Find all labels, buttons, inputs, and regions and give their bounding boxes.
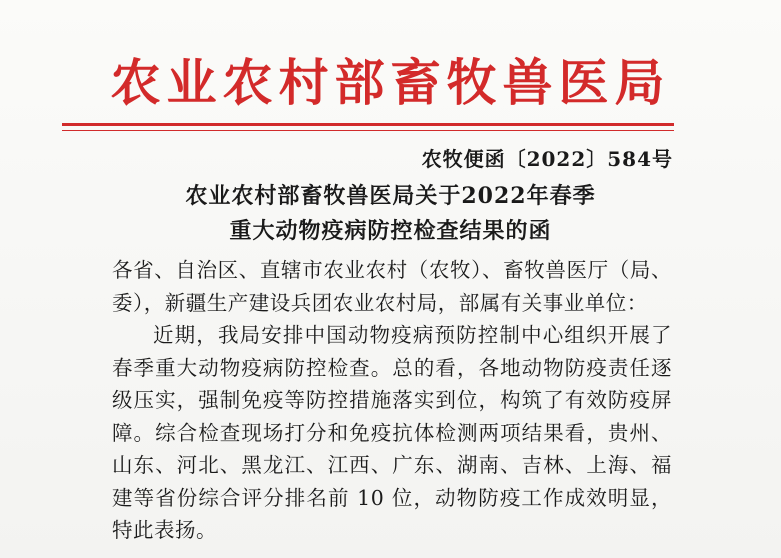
org-header-title: 农业农村部畜牧兽医局 — [110, 53, 671, 112]
document-title-line-2: 重大动物疫病防控检查结果的函 — [229, 218, 552, 244]
body-paragraph: 近期，我局安排中国动物疫病预防控制中心组织开展了春季重大动物疫病防控检查。总的看，各地动物防疫责任逐级压实，强制免疫等防控措施落实到位，构筑了有效防疫屏障。综合检查现场打分和免疫抗体检测两项结果看，贵州、山东、河北、黑龙江、江西、广东、湖南、吉林、上海、福建等省份综合评分排名前 10 位，动物防疫工作成效明显，特此表扬。 — [112, 323, 672, 542]
header-rule-thin — [62, 130, 674, 131]
header-rule-thick — [62, 123, 674, 126]
document-number: 农牧便函〔2022〕584号 — [421, 147, 673, 171]
document-title-line-1: 农业农村部畜牧兽医局关于2022年春季 — [185, 183, 596, 209]
recipient-address: 各省、自治区、直辖市农业农村（农牧）、畜牧兽医厅（局、委），新疆生产建设兵团农业农村局，部属有关事业单位： — [112, 258, 672, 315]
